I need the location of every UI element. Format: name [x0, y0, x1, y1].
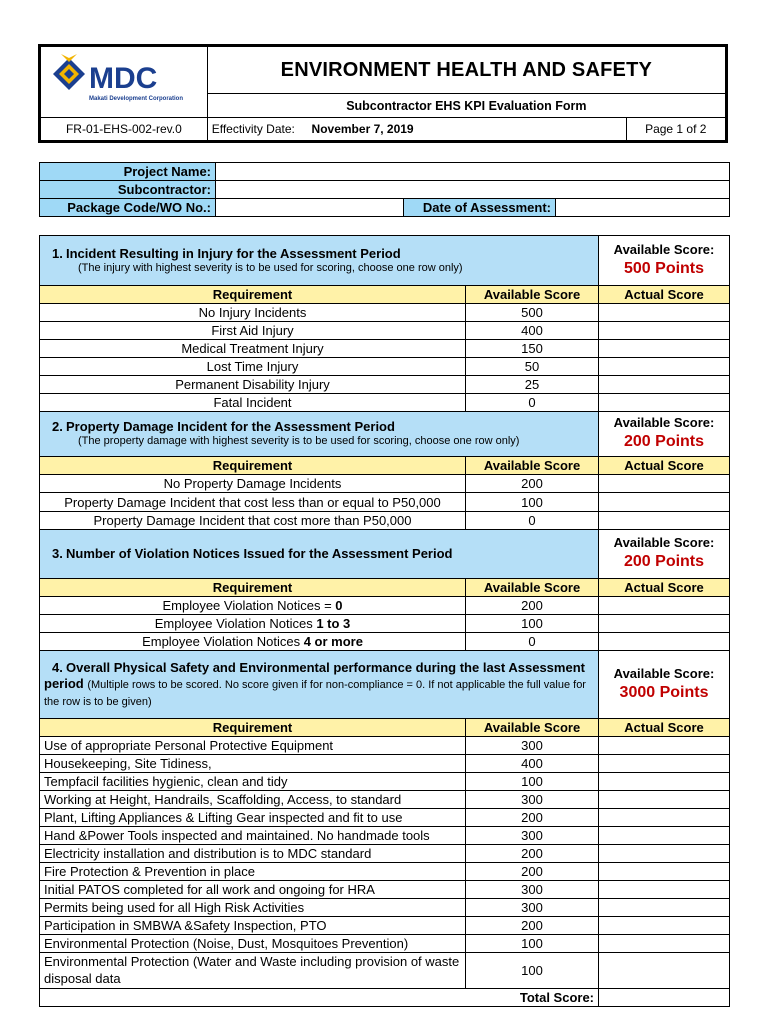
actual-score-input[interactable]	[599, 917, 730, 935]
document-code: FR-01-EHS-002-rev.0	[40, 118, 208, 142]
section-header	[40, 530, 730, 579]
column-header-row	[40, 286, 730, 304]
actual-score-input[interactable]	[599, 304, 730, 322]
requirement-cell: Tempfacil facilities hygienic, clean and tidy	[40, 773, 466, 791]
table-row	[40, 881, 730, 899]
actual-score-input[interactable]	[599, 358, 730, 376]
section-title-cell	[40, 236, 599, 286]
table-row	[40, 493, 730, 512]
available-score-value: 400	[466, 755, 599, 773]
section-note: (Multiple rows to be scored. No score given if for non-compliance = 0. If not applicable the full value for the row is to be given)	[44, 678, 586, 708]
available-points: 200 Points	[624, 553, 705, 571]
package-code-field[interactable]	[216, 199, 404, 217]
available-score-value: 100	[466, 935, 599, 953]
actual-score-input[interactable]	[599, 394, 730, 412]
section-note: (The injury with highest severity is to be used for scoring, choose one row only)	[78, 261, 463, 274]
requirement-text: Employee Violation Notices	[154, 616, 317, 631]
requirement-cell: Environmental Protection (Water and Waste including provision of waste disposal data	[40, 953, 466, 989]
requirement-count: 4 or more	[303, 634, 363, 649]
actual-score-input[interactable]	[599, 615, 730, 633]
section-title: Overall Physical Safety and Environmental performance during the last Assessment period	[44, 659, 585, 691]
actual-score-header: Actual Score	[599, 286, 730, 304]
requirement-cell: First Aid Injury	[40, 322, 466, 340]
available-score-value: 200	[466, 809, 599, 827]
available-score-label: Available Score:	[613, 535, 715, 551]
requirement-cell: Participation in SMBWA &Safety Inspection, PTO	[40, 917, 466, 935]
available-score-value: 300	[466, 899, 599, 917]
actual-score-input[interactable]	[599, 899, 730, 917]
table-row	[40, 340, 730, 358]
evaluation-table	[39, 235, 730, 1007]
table-row	[40, 376, 730, 394]
requirement-text: Employee Violation Notices =	[162, 598, 336, 613]
page-number: Page 1 of 2	[626, 118, 726, 142]
total-score-input[interactable]	[599, 989, 730, 1007]
available-score-cell	[599, 530, 730, 579]
available-score-value: 150	[466, 340, 599, 358]
table-row	[40, 358, 730, 376]
available-score-value: 300	[466, 791, 599, 809]
requirement-cell: Plant, Lifting Appliances & Lifting Gear inspected and fit to use	[40, 809, 466, 827]
requirement-cell: Housekeeping, Site Tidiness,	[40, 755, 466, 773]
available-points: 500 Points	[624, 259, 705, 277]
requirement-cell	[40, 597, 466, 615]
table-row	[40, 304, 730, 322]
requirement-cell: Fatal Incident	[40, 394, 466, 412]
form-header	[38, 44, 728, 143]
subcontractor-label: Subcontractor:	[40, 181, 216, 199]
table-row	[40, 935, 730, 953]
requirement-cell: Permanent Disability Injury	[40, 376, 466, 394]
total-score-label: Total Score:	[40, 989, 599, 1007]
requirement-text: Employee Violation Notices	[142, 634, 304, 649]
requirement-cell	[40, 633, 466, 651]
available-score-value: 0	[466, 394, 599, 412]
table-row	[40, 827, 730, 845]
actual-score-header: Actual Score	[599, 719, 730, 737]
requirement-cell: Fire Protection & Prevention in place	[40, 863, 466, 881]
requirement-count: 1 to 3	[316, 616, 351, 631]
available-score-header: Available Score	[466, 579, 599, 597]
actual-score-header: Actual Score	[599, 579, 730, 597]
actual-score-input[interactable]	[599, 953, 730, 989]
available-score-value: 300	[466, 827, 599, 845]
section-title: Incident Resulting in Injury for the Assessment Period	[66, 245, 401, 261]
page-title: ENVIRONMENT HEALTH AND SAFETY	[207, 46, 726, 94]
subcontractor-field[interactable]	[216, 181, 730, 199]
requirement-cell: Hand &Power Tools inspected and maintained. No handmade tools	[40, 827, 466, 845]
available-score-label: Available Score:	[613, 665, 715, 681]
section-header	[40, 236, 730, 286]
available-score-cell	[599, 236, 730, 286]
actual-score-input[interactable]	[599, 773, 730, 791]
actual-score-input[interactable]	[599, 863, 730, 881]
actual-score-input[interactable]	[599, 376, 730, 394]
requirement-cell: Initial PATOS completed for all work and ongoing for HRA	[40, 881, 466, 899]
requirement-header: Requirement	[40, 719, 466, 737]
table-row	[40, 755, 730, 773]
requirement-cell: Property Damage Incident that cost more than P50,000	[40, 512, 466, 530]
column-header-row	[40, 457, 730, 475]
requirement-count: 0	[335, 598, 343, 613]
assessment-date-label: Date of Assessment:	[404, 199, 556, 217]
actual-score-input[interactable]	[599, 597, 730, 615]
available-score-value: 100	[466, 493, 599, 512]
available-score-value: 100	[466, 615, 599, 633]
total-row	[40, 989, 730, 1007]
logo-wordmark: MDC	[88, 61, 158, 95]
table-row	[40, 475, 730, 493]
table-row	[40, 394, 730, 412]
actual-score-input[interactable]	[599, 935, 730, 953]
section-number: 2.	[52, 419, 63, 434]
available-score-value: 0	[466, 633, 599, 651]
available-score-value: 200	[466, 597, 599, 615]
section-header	[40, 651, 730, 719]
available-score-value: 400	[466, 322, 599, 340]
requirement-header: Requirement	[40, 579, 466, 597]
available-points: 3000 Points	[619, 683, 709, 701]
actual-score-input[interactable]	[599, 845, 730, 863]
column-header-row	[40, 719, 730, 737]
available-score-header: Available Score	[466, 286, 599, 304]
requirement-cell: Electricity installation and distribution is to MDC standard	[40, 845, 466, 863]
requirement-cell	[40, 615, 466, 633]
table-row	[40, 737, 730, 755]
actual-score-input[interactable]	[599, 322, 730, 340]
table-row	[40, 917, 730, 935]
available-score-cell	[599, 651, 730, 719]
requirement-cell: No Injury Incidents	[40, 304, 466, 322]
table-row	[40, 863, 730, 881]
section-number: 1.	[52, 245, 63, 261]
requirement-cell: Property Damage Incident that cost less than or equal to P50,000	[40, 493, 466, 512]
section-title: Number of Violation Notices Issued for the Assessment Period	[66, 545, 453, 561]
effectivity	[207, 118, 626, 142]
requirement-header: Requirement	[40, 457, 466, 475]
project-info-table	[39, 162, 730, 217]
available-score-header: Available Score	[466, 457, 599, 475]
table-row	[40, 953, 730, 989]
actual-score-input[interactable]	[599, 493, 730, 512]
available-score-value: 25	[466, 376, 599, 394]
logo-subtext: Makati Development Corporation	[88, 95, 183, 102]
actual-score-input[interactable]	[599, 340, 730, 358]
requirement-cell: No Property Damage Incidents	[40, 475, 466, 493]
package-code-label: Package Code/WO No.:	[40, 199, 216, 217]
actual-score-header: Actual Score	[599, 457, 730, 475]
column-header-row	[40, 579, 730, 597]
table-row	[40, 322, 730, 340]
requirement-header: Requirement	[40, 286, 466, 304]
available-points: 200 Points	[624, 433, 705, 451]
section-note: (The property damage with highest severity is to be used for scoring, choose one row only)	[78, 435, 520, 448]
available-score-header: Available Score	[466, 719, 599, 737]
available-score-value: 200	[466, 863, 599, 881]
section-title-cell	[40, 651, 599, 719]
available-score-value: 300	[466, 881, 599, 899]
actual-score-input[interactable]	[599, 827, 730, 845]
table-row	[40, 845, 730, 863]
requirement-cell: Use of appropriate Personal Protective Equipment	[40, 737, 466, 755]
actual-score-input[interactable]	[599, 791, 730, 809]
available-score-value: 300	[466, 737, 599, 755]
section-number: 4.	[52, 659, 63, 675]
actual-score-input[interactable]	[599, 809, 730, 827]
section-title-cell	[40, 530, 599, 579]
requirement-cell: Working at Height, Handrails, Scaffolding, Access, to standard	[40, 791, 466, 809]
table-row	[40, 615, 730, 633]
table-row	[40, 633, 730, 651]
actual-score-input[interactable]	[599, 755, 730, 773]
available-score-value: 200	[466, 475, 599, 493]
available-score-label: Available Score:	[613, 415, 715, 431]
available-score-value: 200	[466, 845, 599, 863]
table-row	[40, 899, 730, 917]
actual-score-input[interactable]	[599, 633, 730, 651]
project-name-label: Project Name:	[40, 163, 216, 181]
available-score-value: 0	[466, 512, 599, 530]
actual-score-input[interactable]	[599, 881, 730, 899]
assessment-date-field[interactable]	[556, 199, 730, 217]
section-header	[40, 412, 730, 457]
form-subtitle: Subcontractor EHS KPI Evaluation Form	[207, 94, 726, 118]
table-row	[40, 597, 730, 615]
actual-score-input[interactable]	[599, 512, 730, 530]
requirement-cell: Environmental Protection (Noise, Dust, Mosquitoes Prevention)	[40, 935, 466, 953]
section-title-cell	[40, 412, 599, 457]
requirement-cell: Lost Time Injury	[40, 358, 466, 376]
section-title: Property Damage Incident for the Assessment Period	[66, 419, 395, 434]
table-row	[40, 512, 730, 530]
table-row	[40, 791, 730, 809]
available-score-value: 100	[466, 953, 599, 989]
available-score-value: 50	[466, 358, 599, 376]
available-score-value: 100	[466, 773, 599, 791]
requirement-cell: Permits being used for all High Risk Activities	[40, 899, 466, 917]
effectivity-date: November 7, 2019	[311, 122, 414, 136]
project-name-field[interactable]	[216, 163, 730, 181]
available-score-value: 200	[466, 917, 599, 935]
actual-score-input[interactable]	[599, 737, 730, 755]
available-score-cell	[599, 412, 730, 457]
mdc-logo-icon	[49, 50, 199, 112]
actual-score-input[interactable]	[599, 475, 730, 493]
section-number: 3.	[52, 545, 63, 561]
effectivity-label: Effectivity Date:	[211, 122, 295, 136]
requirement-cell: Medical Treatment Injury	[40, 340, 466, 358]
company-logo	[40, 46, 208, 118]
table-row	[40, 773, 730, 791]
table-row	[40, 809, 730, 827]
available-score-value: 500	[466, 304, 599, 322]
available-score-label: Available Score:	[613, 241, 715, 257]
